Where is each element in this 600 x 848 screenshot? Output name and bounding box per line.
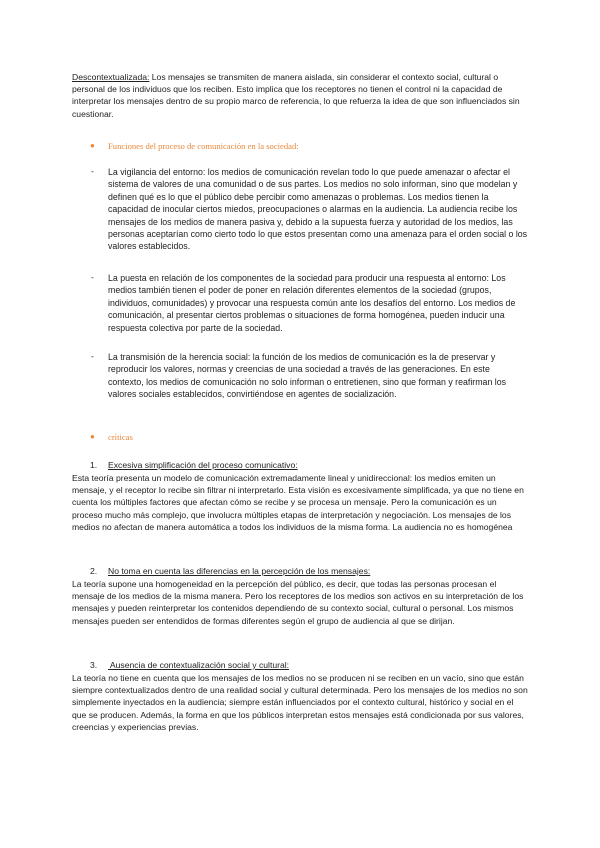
list-dash: - — [91, 351, 94, 361]
list-item-herencia-social: La transmisión de la herencia social: la función de los medios de comunicación es la de preservar y reproducir los valores, normas y creencias de una sociedad a través de las generaciones. En este contexto, los medios de comunicación no solo informan o entretienen, sino que forman y reafirman los valores sociales establecidos, convirtiéndose en agentes de socialización. — [108, 352, 507, 400]
list-dash: - — [91, 272, 94, 282]
critique-title: Excesiva simplificación del proceso comunicativo: — [108, 460, 298, 470]
critique-number: 3. — [90, 660, 98, 670]
bullet-icon: ● — [90, 432, 95, 441]
intro-term: Descontextualizada: — [72, 72, 150, 82]
section-heading-criticas: críticas — [108, 432, 133, 442]
critique-title: No toma en cuenta las diferencias en la percepción de los mensajes: — [108, 566, 371, 576]
section-heading-funciones: Funciones del proceso de comunicación en la sociedad: — [108, 141, 299, 151]
list-item-puesta-en-relacion: La puesta en relación de los componentes de la sociedad para producir una respuesta al entorno: Los medios también tienen el poder de poner en relación diferentes elementos de la sociedad (grupos, individuos, comunidades) y provocar una respuesta común ante los desafíos del entorno. Los medios de comunicación, al presentar ciertos problemas o situaciones de forma homogénea, pueden inducir una respuesta colectiva por parte de la sociedad. — [108, 273, 516, 333]
critique-number: 2. — [90, 566, 98, 576]
intro-text: Los mensajes se transmiten de manera aislada, sin considerar el contexto social, cultural o personal de los individuos que los reciben. Esto implica que los receptores no tienen el control ni la capacidad de interpretar los mensajes dentro de su propio marco de referencia, lo que refuerza la idea de que son influenciados sin cuestionar. — [72, 72, 520, 119]
list-dash: - — [91, 166, 94, 176]
bullet-icon: ● — [90, 141, 95, 150]
critique-heading-2 — [90, 566, 370, 576]
critique-text-1: Esta teoría presenta un modelo de comunicación extremadamente lineal y unidireccional: los medios emiten un mensaje, y el receptor lo recibe sin filtrar ni interpretarlo. Esta visión es excesivamente simplificada, ya que no tiene en cuenta los múltiples factores que afectan cómo se recibe y se procesa un mensaje. Pero la comunicación es un proceso mucho más complejo, que involucra múltiples etapas de interpretación y negociación. Los mensajes de los medios no afectan de manera automática a todos los individuos de la misma forma. La audiencia no es homogénea — [72, 473, 524, 532]
list-item-vigilancia: La vigilancia del entorno: los medios de comunicación revelan todo lo que puede amenazar o afectar el sistema de valores de una comunidad o de sus partes. Los medios no solo informan, sino que modelan y definen qué es lo que el público debe percibir como amenazas o problemas. Los medios tienen la capacidad de inocular ciertos miedos, preocupaciones o alarmas en la audiencia. La audiencia recibe los mensajes de los medios de manera pasiva y, debido a la supuesta fuerza y autoridad de los medios, las personas aceptarían como cierto todo lo que estos presentan como una amenaza para el orden social o los valores establecidos. — [108, 167, 528, 252]
critique-text-2: La teoría supone una homogeneidad en la percepción del público, es decir, que todas las personas procesan el mensaje de los medios de la misma manera. Pero los receptores de los medios son activos en su interpretación de los mensajes y pueden reinterpretar los contenidos dependiendo de su contexto social, cultural o personal. Los mismos mensajes pueden ser entendidos de formas diferentes según el grupo de audiencia al que se dirijan. — [72, 579, 524, 626]
critique-title: Ausencia de contextualización social y cultural: — [108, 660, 290, 670]
intro-paragraph — [72, 71, 528, 120]
critique-heading-3 — [90, 660, 289, 670]
critique-number: 1. — [90, 460, 98, 470]
critique-text-3: La teoría no tiene en cuenta que los mensajes de los medios no se producen ni se reciben en un vacío, sino que están siempre contextualizados dentro de una realidad social y cultural determinada. Pero los mensajes de los medios no son simplemente inyectados en la audiencia; siempre están influenciados por el contexto cultural, histórico y social en el que se producen. Además, la forma en que los públicos interpretan estos mensajes está condicionada por sus valores, creencias y experiencias previas. — [72, 673, 528, 732]
critique-heading-1 — [90, 460, 298, 470]
